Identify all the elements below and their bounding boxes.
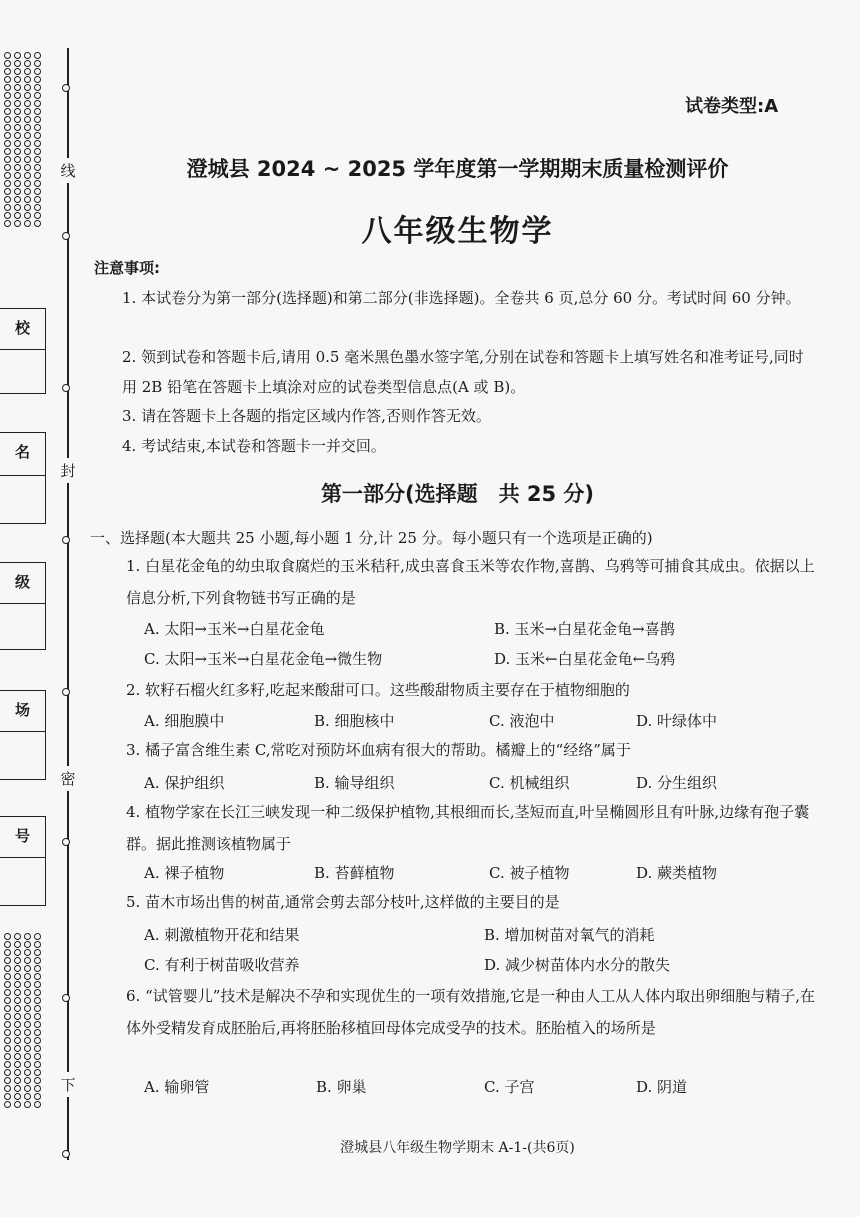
dot-mark — [14, 1037, 21, 1044]
seal-label-below: 下 — [60, 1072, 76, 1097]
dot-mark — [4, 1077, 11, 1084]
dot-mark — [4, 1013, 11, 1020]
option[interactable]: A. 刺激植物开花和结果 — [144, 926, 300, 944]
dot-mark — [14, 1013, 21, 1020]
dot-mark — [4, 124, 11, 131]
dot-mark — [24, 172, 31, 179]
dot-mark — [34, 164, 41, 171]
dot-mark — [4, 1021, 11, 1028]
dot-mark — [24, 1077, 31, 1084]
dot-mark — [14, 116, 21, 123]
dot-mark — [34, 1077, 41, 1084]
dot-mark — [4, 1101, 11, 1108]
dot-mark — [34, 188, 41, 195]
dot-mark — [34, 212, 41, 219]
dot-mark — [14, 957, 21, 964]
dot-mark — [14, 933, 21, 940]
dot-mark — [24, 124, 31, 131]
dot-mark — [24, 132, 31, 139]
dot-mark — [34, 989, 41, 996]
dot-mark — [14, 180, 21, 187]
option[interactable]: B. 细胞核中 — [314, 712, 395, 730]
dot-mark — [4, 1093, 11, 1100]
dot-mark — [34, 1101, 41, 1108]
dot-mark — [34, 973, 41, 980]
dot-mark — [14, 1077, 21, 1084]
dot-mark — [34, 92, 41, 99]
option[interactable]: D. 玉米←白星花金龟←乌鸦 — [494, 650, 676, 668]
dot-mark — [34, 68, 41, 75]
dot-mark — [14, 965, 21, 972]
dot-mark — [24, 1069, 31, 1076]
dot-mark — [4, 997, 11, 1004]
dot-mark — [4, 188, 11, 195]
dot-mark — [24, 1005, 31, 1012]
seat-number-field[interactable] — [0, 816, 46, 906]
dot-mark — [24, 1037, 31, 1044]
dot-mark — [24, 164, 31, 171]
dot-mark — [24, 84, 31, 91]
dot-mark — [4, 68, 11, 75]
dot-mark — [14, 1101, 21, 1108]
dot-pattern-top — [4, 52, 46, 227]
ring-marker — [62, 994, 70, 1002]
dot-mark — [14, 68, 21, 75]
dot-pattern-bottom — [4, 933, 46, 1108]
dot-mark — [4, 989, 11, 996]
dot-mark — [4, 1069, 11, 1076]
dot-mark — [34, 1093, 41, 1100]
dot-mark — [4, 981, 11, 988]
dot-mark — [4, 941, 11, 948]
dot-mark — [34, 965, 41, 972]
dot-mark — [4, 84, 11, 91]
option[interactable]: C. 子宫 — [484, 1078, 535, 1096]
dot-mark — [14, 981, 21, 988]
seat-number-label: 号 — [14, 827, 30, 845]
dot-mark — [34, 100, 41, 107]
dot-mark — [34, 84, 41, 91]
notes-heading: 注意事项: — [94, 259, 160, 277]
dot-mark — [34, 148, 41, 155]
question-stem: 6. “试管婴儿”技术是解决不孕和实现优生的一项有效措施,它是一种由人工从人体内取出卵细胞与精子,在体外受精发育成胚胎后,再将胚胎移植回母体完成受孕的技术。胚胎植入的场所是 — [126, 987, 815, 1037]
dot-mark — [24, 140, 31, 147]
dot-mark — [24, 148, 31, 155]
option[interactable]: C. 机械组织 — [489, 774, 570, 792]
dot-mark — [14, 156, 21, 163]
dot-mark — [34, 124, 41, 131]
option[interactable]: A. 太阳→玉米→白星花金龟 — [144, 620, 325, 638]
question-stem: 2. 软籽石榴火红多籽,吃起来酸甜可口。这些酸甜物质主要存在于植物细胞的 — [126, 681, 630, 699]
dot-mark — [34, 172, 41, 179]
dot-mark — [14, 997, 21, 1004]
dot-mark — [4, 1061, 11, 1068]
dot-mark — [34, 220, 41, 227]
dot-mark — [34, 180, 41, 187]
dot-mark — [24, 1045, 31, 1052]
dot-mark — [4, 52, 11, 59]
note-item: 1. 本试卷分为第一部分(选择题)和第二部分(非选择题)。全卷共 6 页,总分 60 分。考试时间 60 分钟。 — [122, 289, 801, 307]
option[interactable]: C. 太阳→玉米→白星花金龟→微生物 — [144, 650, 383, 668]
dot-mark — [4, 164, 11, 171]
cut-line — [67, 48, 69, 1160]
dot-mark — [14, 172, 21, 179]
dot-mark — [14, 1061, 21, 1068]
dot-mark — [4, 76, 11, 83]
dot-mark — [24, 108, 31, 115]
dot-mark — [4, 92, 11, 99]
dot-mark — [24, 196, 31, 203]
option[interactable]: D. 叶绿体中 — [636, 712, 718, 730]
dot-mark — [34, 156, 41, 163]
dot-mark — [14, 140, 21, 147]
dot-mark — [14, 204, 21, 211]
school-field[interactable] — [0, 308, 46, 394]
dot-mark — [14, 1005, 21, 1012]
exam-room-label: 场 — [14, 701, 30, 719]
dot-mark — [34, 1013, 41, 1020]
dot-mark — [24, 100, 31, 107]
dot-mark — [24, 1029, 31, 1036]
dot-mark — [24, 989, 31, 996]
dot-mark — [4, 132, 11, 139]
dot-mark — [14, 84, 21, 91]
note-item: 4. 考试结束,本试卷和答题卡一并交回。 — [122, 437, 386, 455]
dot-mark — [14, 92, 21, 99]
dot-mark — [24, 981, 31, 988]
ring-marker — [62, 536, 70, 544]
dot-mark — [34, 1037, 41, 1044]
option[interactable]: B. 玉米→白星花金龟→喜鹊 — [494, 620, 675, 638]
option[interactable]: A. 裸子植物 — [144, 864, 225, 882]
dot-mark — [4, 949, 11, 956]
dot-mark — [34, 204, 41, 211]
question-stem: 4. 植物学家在长江三峡发现一种二级保护植物,其根细而长,茎短而直,叶呈椭圆形且有叶脉,边缘有孢子囊群。据此推测该植物属于 — [126, 803, 810, 853]
dot-mark — [24, 76, 31, 83]
question-stem: 3. 橘子富含维生素 C,常吃对预防坏血病有很大的帮助。橘瓣上的“经络”属于 — [126, 741, 631, 759]
exam-room-field[interactable] — [0, 690, 46, 780]
dot-mark — [14, 132, 21, 139]
option[interactable]: C. 被子植物 — [489, 864, 570, 882]
seal-label-line: 线 — [60, 158, 76, 183]
note-item: 2. 领到试卷和答题卡后,请用 0.5 毫米黑色墨水签字笔,分别在试卷和答题卡上填写姓名和准考证号,同时用 2B 铅笔在答题卡上填涂对应的试卷类型信息点(A 或 B)。 — [122, 348, 804, 396]
dot-mark — [24, 957, 31, 964]
dot-mark — [4, 1053, 11, 1060]
dot-mark — [14, 212, 21, 219]
dot-mark — [14, 941, 21, 948]
dot-mark — [24, 1053, 31, 1060]
dot-mark — [4, 1045, 11, 1052]
class-field[interactable] — [0, 562, 46, 650]
dot-mark — [24, 52, 31, 59]
page-footer: 澄城县八年级生物学期末 A-1-(共6页) — [340, 1140, 575, 1156]
dot-mark — [4, 196, 11, 203]
dot-mark — [24, 68, 31, 75]
dot-mark — [4, 1085, 11, 1092]
dot-mark — [24, 1085, 31, 1092]
school-label: 校 — [14, 319, 30, 337]
option[interactable]: B. 苔藓植物 — [314, 864, 395, 882]
dot-mark — [14, 148, 21, 155]
dot-mark — [24, 949, 31, 956]
dot-mark — [24, 1013, 31, 1020]
dot-mark — [14, 1093, 21, 1100]
subject-title: 八年级生物学 — [361, 214, 554, 249]
dot-mark — [14, 949, 21, 956]
exam-title: 澄城县 2024 ~ 2025 学年度第一学期期末质量检测评价 — [186, 157, 729, 181]
ring-marker — [62, 232, 70, 240]
dot-mark — [14, 1021, 21, 1028]
dot-mark — [34, 196, 41, 203]
binding-strip — [0, 0, 100, 1217]
ring-marker — [62, 84, 70, 92]
dot-mark — [34, 981, 41, 988]
dot-mark — [24, 60, 31, 67]
paper-type: 试卷类型:A — [685, 96, 779, 117]
dot-mark — [14, 1069, 21, 1076]
option[interactable]: A. 保护组织 — [144, 774, 225, 792]
dot-mark — [34, 941, 41, 948]
option[interactable]: C. 有利于树苗吸收营养 — [144, 956, 300, 974]
dot-mark — [14, 52, 21, 59]
dot-mark — [24, 212, 31, 219]
dot-mark — [14, 108, 21, 115]
dot-mark — [24, 92, 31, 99]
dot-mark — [34, 116, 41, 123]
dot-mark — [24, 997, 31, 1004]
dot-mark — [34, 140, 41, 147]
dot-mark — [24, 933, 31, 940]
dot-mark — [24, 1021, 31, 1028]
dot-mark — [4, 180, 11, 187]
dot-mark — [4, 933, 11, 940]
dot-mark — [4, 1037, 11, 1044]
dot-mark — [24, 116, 31, 123]
dot-mark — [4, 140, 11, 147]
dot-mark — [34, 1061, 41, 1068]
seal-label-secret: 密 — [60, 766, 76, 791]
dot-mark — [14, 60, 21, 67]
dot-mark — [14, 164, 21, 171]
option[interactable]: B. 卵巢 — [316, 1078, 367, 1096]
dot-mark — [34, 1021, 41, 1028]
dot-mark — [24, 965, 31, 972]
dot-mark — [24, 941, 31, 948]
dot-mark — [14, 124, 21, 131]
dot-mark — [4, 156, 11, 163]
dot-mark — [24, 156, 31, 163]
dot-mark — [4, 204, 11, 211]
dot-mark — [34, 76, 41, 83]
dot-mark — [34, 957, 41, 964]
part-heading: 第一部分(选择题 共 25 分) — [320, 482, 595, 506]
dot-mark — [34, 132, 41, 139]
dot-mark — [4, 212, 11, 219]
option[interactable]: D. 蕨类植物 — [636, 864, 718, 882]
option[interactable]: C. 液泡中 — [489, 712, 555, 730]
dot-mark — [24, 973, 31, 980]
option[interactable]: D. 减少树苗体内水分的散失 — [484, 956, 671, 974]
option[interactable]: A. 输卵管 — [144, 1078, 210, 1096]
dot-mark — [34, 1029, 41, 1036]
ring-marker — [62, 1150, 70, 1158]
dot-mark — [34, 933, 41, 940]
dot-mark — [14, 1053, 21, 1060]
name-field[interactable] — [0, 432, 46, 524]
dot-mark — [4, 148, 11, 155]
dot-mark — [34, 108, 41, 115]
dot-mark — [24, 1101, 31, 1108]
dot-mark — [24, 1093, 31, 1100]
dot-mark — [14, 188, 21, 195]
dot-mark — [14, 76, 21, 83]
dot-mark — [4, 116, 11, 123]
dot-mark — [14, 989, 21, 996]
dot-mark — [4, 957, 11, 964]
dot-mark — [34, 1069, 41, 1076]
dot-mark — [24, 220, 31, 227]
dot-mark — [4, 1005, 11, 1012]
dot-mark — [24, 188, 31, 195]
option[interactable]: D. 阴道 — [636, 1078, 688, 1096]
dot-mark — [34, 52, 41, 59]
question-stem: 1. 白星花金龟的幼虫取食腐烂的玉米秸秆,成虫喜食玉米等农作物,喜鹊、乌鸦等可捕食其成虫。依据以上信息分析,下列食物链书写正确的是 — [126, 557, 815, 607]
ring-marker — [62, 384, 70, 392]
option[interactable]: A. 细胞膜中 — [144, 712, 225, 730]
dot-mark — [14, 1085, 21, 1092]
dot-mark — [34, 1053, 41, 1060]
dot-mark — [4, 965, 11, 972]
dot-mark — [34, 1085, 41, 1092]
dot-mark — [4, 108, 11, 115]
seal-label-seal: 封 — [60, 458, 76, 483]
option[interactable]: D. 分生组织 — [636, 774, 718, 792]
question-stem: 5. 苗木市场出售的树苗,通常会剪去部分枝叶,这样做的主要目的是 — [126, 893, 560, 911]
dot-mark — [4, 1029, 11, 1036]
dot-mark — [34, 997, 41, 1004]
note-item: 3. 请在答题卡上各题的指定区域内作答,否则作答无效。 — [122, 407, 491, 425]
dot-mark — [34, 949, 41, 956]
dot-mark — [4, 172, 11, 179]
dot-mark — [14, 196, 21, 203]
dot-mark — [4, 100, 11, 107]
dot-mark — [24, 204, 31, 211]
ring-marker — [62, 838, 70, 846]
class-label: 级 — [14, 573, 30, 591]
dot-mark — [34, 1005, 41, 1012]
name-label: 名 — [14, 443, 30, 461]
dot-mark — [24, 180, 31, 187]
dot-mark — [14, 1045, 21, 1052]
dot-mark — [24, 1061, 31, 1068]
dot-mark — [4, 220, 11, 227]
dot-mark — [14, 973, 21, 980]
ring-marker — [62, 688, 70, 696]
dot-mark — [14, 1029, 21, 1036]
dot-mark — [4, 973, 11, 980]
dot-mark — [4, 60, 11, 67]
section-heading: 一、选择题(本大题共 25 小题,每小题 1 分,计 25 分。每小题只有一个选项是正确的) — [90, 529, 653, 547]
dot-mark — [34, 60, 41, 67]
dot-mark — [14, 100, 21, 107]
dot-mark — [34, 1045, 41, 1052]
option[interactable]: B. 输导组织 — [314, 774, 395, 792]
dot-mark — [14, 220, 21, 227]
option[interactable]: B. 增加树苗对氧气的消耗 — [484, 926, 655, 944]
